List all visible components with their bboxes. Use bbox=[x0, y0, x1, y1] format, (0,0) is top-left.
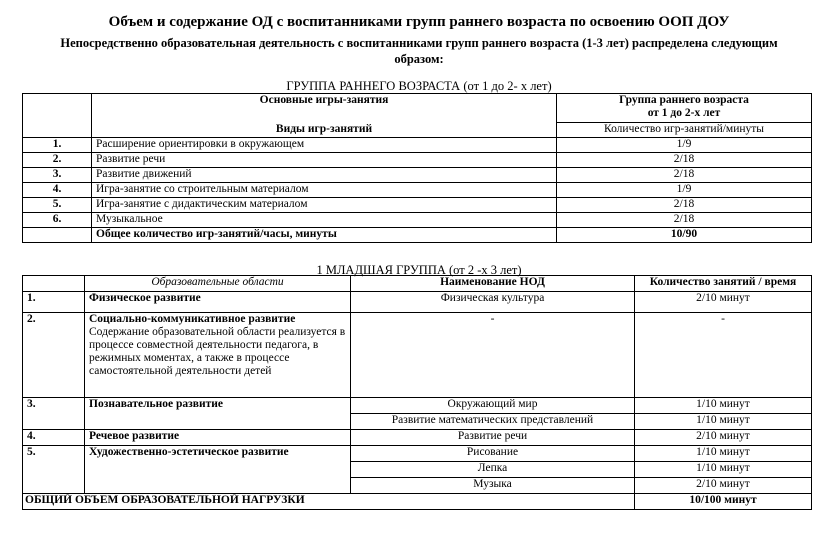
page-title: Объем и содержание ОД с воспитанниками групп раннего возраста по освоению ООП ДОУ bbox=[108, 14, 730, 30]
row-number: 5. bbox=[23, 198, 92, 213]
row-nod: Окружающий мир bbox=[351, 398, 635, 414]
row-area-cell bbox=[85, 313, 351, 398]
row-value: 2/18 bbox=[557, 153, 812, 168]
row-number: 4. bbox=[23, 183, 92, 198]
row-number: 3. bbox=[23, 398, 85, 430]
table-row bbox=[23, 183, 812, 198]
table-row bbox=[23, 398, 812, 414]
table-row bbox=[23, 313, 812, 398]
row-name: Развитие речи bbox=[92, 153, 557, 168]
row-nod: Лепка bbox=[351, 462, 635, 478]
table1-header-group-line2: от 1 до 2-х лет bbox=[647, 107, 721, 119]
table1-header-row1 bbox=[23, 94, 812, 123]
table2-caption: 1 МЛАДШАЯ ГРУППА (от 2 -х 3 лет) bbox=[316, 263, 522, 277]
row-nod: Развитие речи bbox=[351, 430, 635, 446]
table1-header-types: Виды игр-занятий bbox=[92, 123, 557, 138]
table-row bbox=[23, 292, 812, 313]
row-name: Развитие движений bbox=[92, 168, 557, 183]
row-area: Художественно-эстетическое развитие bbox=[85, 446, 351, 494]
row-name: Игра-занятие со строительным материалом bbox=[92, 183, 557, 198]
row-value: 1/9 bbox=[557, 138, 812, 153]
row-area: Познавательное развитие bbox=[85, 398, 351, 430]
row-value: 1/10 минут bbox=[635, 398, 812, 414]
row-area: Физическое развитие bbox=[85, 292, 351, 313]
row-number: 4. bbox=[23, 430, 85, 446]
table-row bbox=[23, 430, 812, 446]
total-value: 10/90 bbox=[557, 228, 812, 243]
row-number: 3. bbox=[23, 168, 92, 183]
table2-header-row bbox=[23, 276, 812, 292]
row-area: Речевое развитие bbox=[85, 430, 351, 446]
table2-total-row bbox=[23, 494, 812, 510]
table1-caption: ГРУППА РАННЕГО ВОЗРАСТА (от 1 до 2- х лет) bbox=[286, 79, 552, 93]
row-number: 2. bbox=[23, 313, 85, 398]
row-name: Расширение ориентировки в окружающем bbox=[92, 138, 557, 153]
row-nod: Развитие математических представлений bbox=[351, 414, 635, 430]
row-value: 2/18 bbox=[557, 198, 812, 213]
early-age-group-table bbox=[22, 93, 812, 243]
table-row bbox=[23, 446, 812, 462]
table2-header-nod: Наименование НОД bbox=[351, 276, 635, 292]
table1-header-group bbox=[557, 94, 812, 123]
junior-group-table bbox=[22, 275, 812, 510]
table-row bbox=[23, 213, 812, 228]
total-label: ОБЩИЙ ОБЪЕМ ОБРАЗОВАТЕЛЬНОЙ НАГРУЗКИ bbox=[23, 494, 635, 510]
row-value: 2/10 минут bbox=[635, 430, 812, 446]
row-nod: - bbox=[351, 313, 635, 398]
table-row bbox=[23, 138, 812, 153]
table1-header-games: Основные игры-занятия bbox=[92, 94, 557, 123]
table1-header-group-line1: Группа раннего возраста bbox=[619, 94, 749, 106]
row-nod: Физическая культура bbox=[351, 292, 635, 313]
page-subtitle-line1: Непосредственно образовательная деятельность с воспитанниками групп раннего возраста (1-3 лет) распределена следующим bbox=[60, 36, 778, 50]
row-name: Игра-занятие с дидактическим материалом bbox=[92, 198, 557, 213]
table1-header-count: Количество игр-занятий/минуты bbox=[557, 123, 812, 138]
total-value: 10/100 минут bbox=[635, 494, 812, 510]
row-value: 1/10 минут bbox=[635, 414, 812, 430]
row-area-note: Содержание образовательной области реализуется в процессе совместной деятельности педагога, в режимных моментах, а также в процессе самостоятельной деятельности детей bbox=[89, 326, 346, 377]
row-area: Социально-коммуникативное развитие bbox=[89, 313, 296, 325]
row-number: 6. bbox=[23, 213, 92, 228]
table2-header-areas: Образовательные области bbox=[85, 276, 351, 292]
row-number: 2. bbox=[23, 153, 92, 168]
row-name: Музыкальное bbox=[92, 213, 557, 228]
row-nod: Музыка bbox=[351, 478, 635, 494]
total-label: Общее количество игр-занятий/часы, минуты bbox=[92, 228, 557, 243]
row-value: 2/18 bbox=[557, 213, 812, 228]
table1-total-row bbox=[23, 228, 812, 243]
row-nod: Рисование bbox=[351, 446, 635, 462]
row-number: 1. bbox=[23, 292, 85, 313]
row-value: 2/10 минут bbox=[635, 292, 812, 313]
row-value: 1/9 bbox=[557, 183, 812, 198]
row-value: 2/18 bbox=[557, 168, 812, 183]
table1-header-row2 bbox=[23, 123, 812, 138]
table-row bbox=[23, 198, 812, 213]
table2-header-count: Количество занятий / время bbox=[635, 276, 812, 292]
row-number: 5. bbox=[23, 446, 85, 494]
table-row bbox=[23, 168, 812, 183]
row-value: 1/10 минут bbox=[635, 446, 812, 462]
page-subtitle-line2: образом: bbox=[394, 52, 444, 66]
row-number: 1. bbox=[23, 138, 92, 153]
row-value: 2/10 минут bbox=[635, 478, 812, 494]
row-value: 1/10 минут bbox=[635, 462, 812, 478]
row-value: - bbox=[635, 313, 812, 398]
table-row bbox=[23, 153, 812, 168]
